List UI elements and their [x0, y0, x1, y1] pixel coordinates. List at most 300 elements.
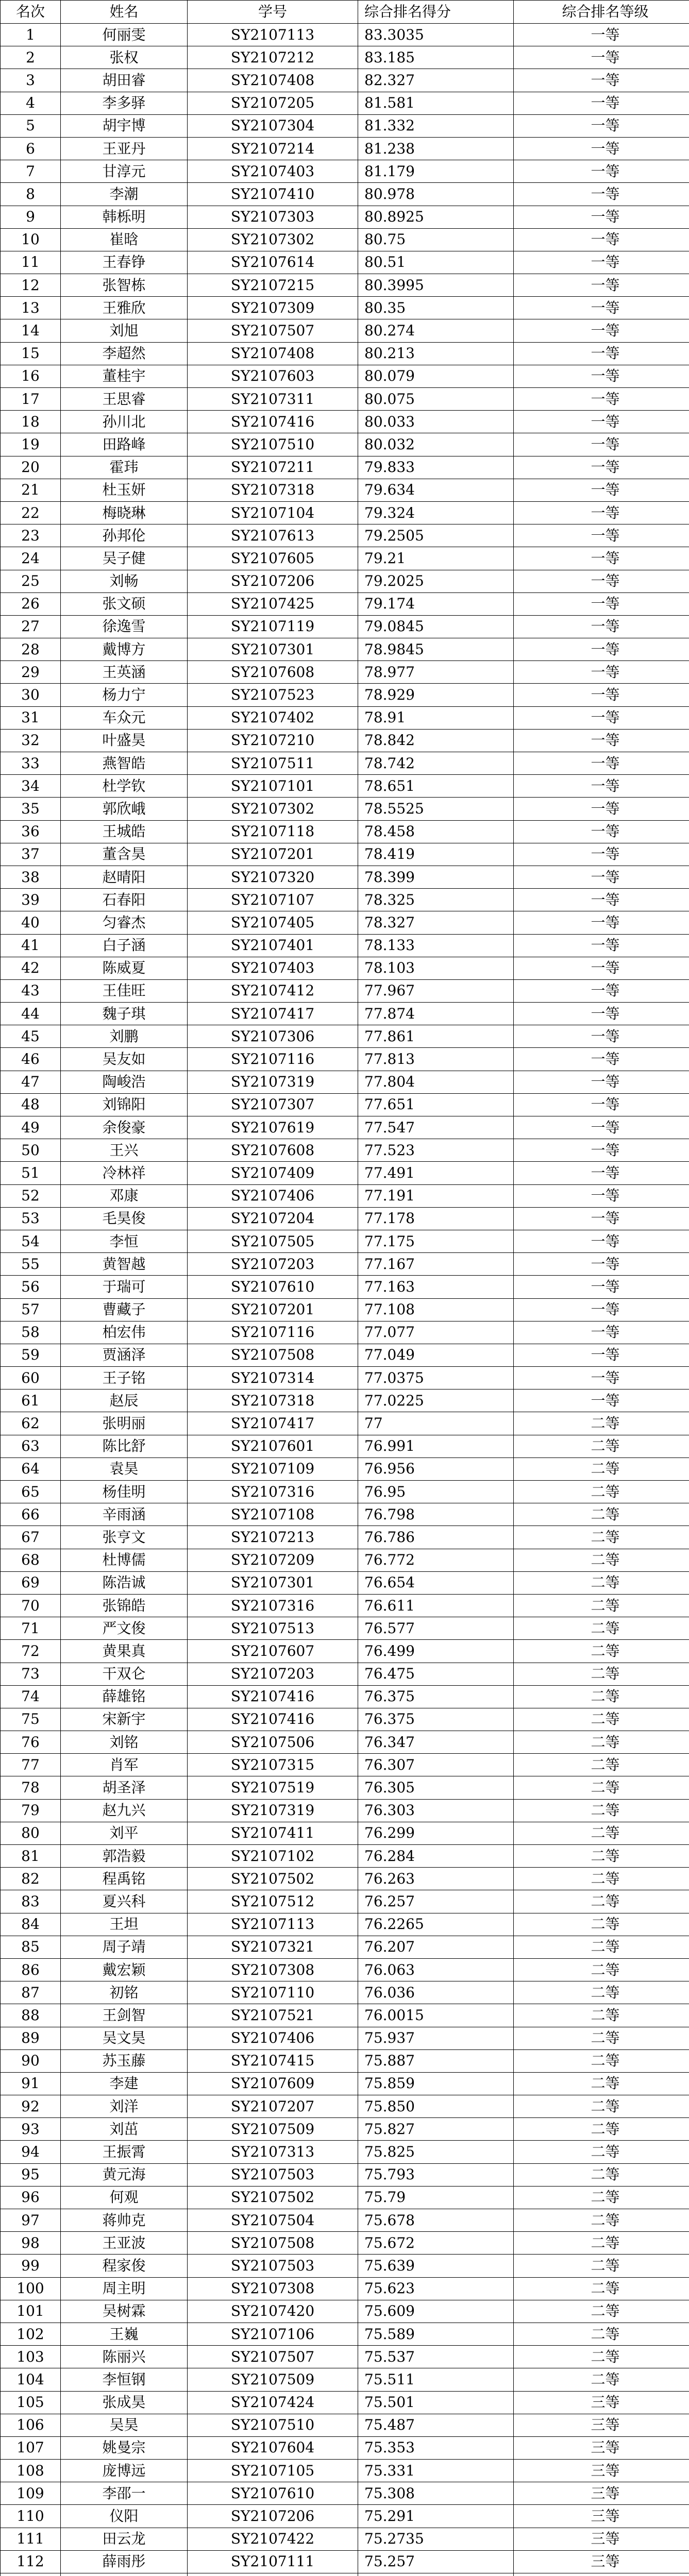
- name-cell: 王思睿: [61, 388, 188, 411]
- score-cell: 79.2025: [358, 570, 514, 592]
- name-cell: 冷林祥: [61, 1162, 188, 1184]
- student-id-cell: SY2107306: [188, 1025, 358, 1048]
- name-cell: 王子铭: [61, 1367, 188, 1389]
- table-row: [1, 1253, 689, 1276]
- rank-cell: 36: [1, 820, 61, 843]
- score-cell: 80.033: [358, 411, 514, 433]
- name-cell: 曹藏子: [61, 1298, 188, 1321]
- grade-cell: 二等: [514, 2232, 689, 2255]
- student-id-cell: SY2107110: [188, 1981, 358, 2004]
- student-id-cell: SY2107210: [188, 729, 358, 752]
- grade-cell: 一等: [514, 274, 689, 297]
- grade-cell: 二等: [514, 2323, 689, 2345]
- rank-cell: 91: [1, 2072, 61, 2095]
- score-cell: 76.207: [358, 1936, 514, 1958]
- table-row: [1, 2277, 689, 2300]
- rank-cell: 11: [1, 251, 61, 274]
- student-id-cell: SY2107417: [188, 1412, 358, 1435]
- grade-cell: 一等: [514, 570, 689, 592]
- table-row: [1, 1435, 689, 1458]
- rank-cell: 62: [1, 1412, 61, 1435]
- name-cell: 薛雨彤: [61, 2550, 188, 2573]
- rank-cell: 68: [1, 1549, 61, 1571]
- rank-cell: 94: [1, 2141, 61, 2163]
- table-row: [1, 69, 689, 92]
- student-id-cell: SY2107320: [188, 866, 358, 888]
- student-id-cell: SY2107504: [188, 2209, 358, 2232]
- student-id-cell: SY2107207: [188, 2095, 358, 2118]
- table-row: [1, 1594, 689, 1617]
- student-id-cell: SY2107510: [188, 433, 358, 456]
- grade-cell: 一等: [514, 1116, 689, 1139]
- grade-cell: 二等: [514, 1708, 689, 1731]
- name-cell: 邓康: [61, 1184, 188, 1207]
- grade-cell: 一等: [514, 1139, 689, 1162]
- rank-cell: 59: [1, 1344, 61, 1366]
- student-id-cell: SY2107119: [188, 615, 358, 638]
- score-cell: 76.95: [358, 1481, 514, 1503]
- student-id-cell: SY2107402: [188, 706, 358, 729]
- name-cell: 张锦皓: [61, 1594, 188, 1617]
- name-cell: 杜玉妍: [61, 479, 188, 501]
- rank-cell: 26: [1, 592, 61, 615]
- score-cell: 83.3035: [358, 24, 514, 46]
- grade-cell: 二等: [514, 2277, 689, 2300]
- name-cell: 孙邦伦: [61, 524, 188, 547]
- student-id-cell: SY2107609: [188, 2072, 358, 2095]
- table-row: [1, 752, 689, 775]
- table-row: [1, 1754, 689, 1776]
- table-row: [1, 137, 689, 160]
- name-cell: 黄智越: [61, 1253, 188, 1276]
- grade-cell: 一等: [514, 1344, 689, 1366]
- student-id-cell: SY2107206: [188, 2505, 358, 2528]
- table-row: [1, 775, 689, 798]
- table-row: [1, 388, 689, 411]
- score-cell: 78.651: [358, 775, 514, 798]
- score-cell: 80.213: [358, 342, 514, 365]
- table-row: [1, 114, 689, 137]
- rank-cell: 74: [1, 1685, 61, 1708]
- score-cell: 79.21: [358, 547, 514, 570]
- score-cell: 75.589: [358, 2323, 514, 2345]
- name-cell: 叶盛昊: [61, 729, 188, 752]
- rank-cell: 61: [1, 1389, 61, 1412]
- rank-cell: 88: [1, 2004, 61, 2027]
- name-cell: 庞博远: [61, 2460, 188, 2482]
- rank-cell: 98: [1, 2232, 61, 2255]
- score-cell: 77.191: [358, 1184, 514, 1207]
- name-cell: 梅晓琳: [61, 501, 188, 524]
- grade-cell: 一等: [514, 934, 689, 957]
- student-id-cell: SY2107118: [188, 820, 358, 843]
- score-cell: 77.077: [358, 1321, 514, 1344]
- grade-cell: 一等: [514, 1184, 689, 1207]
- score-cell: 83.185: [358, 46, 514, 69]
- score-cell: 77.175: [358, 1230, 514, 1252]
- name-cell: 魏子琪: [61, 1003, 188, 1025]
- rank-cell: 15: [1, 342, 61, 365]
- table-row: [1, 1481, 689, 1503]
- student-id-cell: SY2107203: [188, 1253, 358, 1276]
- student-id-cell: SY2107301: [188, 638, 358, 661]
- table-row: [1, 684, 689, 706]
- score-cell: 80.35: [358, 297, 514, 319]
- student-id-cell: SY2107201: [188, 1298, 358, 1321]
- name-cell: 王佳旺: [61, 979, 188, 1002]
- score-cell: 78.91: [358, 706, 514, 729]
- rank-cell: 22: [1, 501, 61, 524]
- grade-cell: 二等: [514, 2255, 689, 2277]
- score-cell: 76.263: [358, 1868, 514, 1890]
- student-id-cell: SY2107505: [188, 1230, 358, 1252]
- rank-cell: 108: [1, 2460, 61, 2482]
- rank-cell: 24: [1, 547, 61, 570]
- grade-cell: 二等: [514, 1458, 689, 1480]
- grade-cell: 一等: [514, 798, 689, 820]
- name-cell: 李超然: [61, 342, 188, 365]
- grade-cell: 一等: [514, 46, 689, 69]
- rank-cell: 40: [1, 911, 61, 934]
- score-cell: 79.2505: [358, 524, 514, 547]
- table-row: [1, 501, 689, 524]
- score-cell: 75.257: [358, 2550, 514, 2573]
- grade-cell: 二等: [514, 1640, 689, 1663]
- name-cell: 姚曼宗: [61, 2436, 188, 2459]
- rank-cell: 99: [1, 2255, 61, 2277]
- grade-cell: 一等: [514, 889, 689, 911]
- rank-cell: 41: [1, 934, 61, 957]
- name-cell: 匀睿杰: [61, 911, 188, 934]
- rank-cell: 30: [1, 684, 61, 706]
- score-cell: 75.308: [358, 2482, 514, 2505]
- student-id-cell: SY2107214: [188, 137, 358, 160]
- rank-cell: 47: [1, 1071, 61, 1093]
- grade-cell: 一等: [514, 843, 689, 866]
- grade-cell: 三等: [514, 2391, 689, 2414]
- name-cell: 吴树霖: [61, 2300, 188, 2323]
- name-cell: 刘铭: [61, 1731, 188, 1754]
- grade-cell: 一等: [514, 1025, 689, 1048]
- rank-cell: 16: [1, 365, 61, 387]
- grade-cell: 二等: [514, 1617, 689, 1640]
- name-cell: 刘洋: [61, 2095, 188, 2118]
- score-cell: 79.174: [358, 592, 514, 615]
- grade-cell: 一等: [514, 1321, 689, 1344]
- name-cell: 赵晴阳: [61, 866, 188, 888]
- grade-cell: 二等: [514, 1594, 689, 1617]
- rank-cell: 12: [1, 274, 61, 297]
- table-row: [1, 274, 689, 297]
- student-id-cell: SY2107315: [188, 1754, 358, 1776]
- score-cell: 77.0375: [358, 1367, 514, 1389]
- table-row: [1, 1276, 689, 1298]
- rank-cell: 106: [1, 2414, 61, 2436]
- student-id-cell: SY2107608: [188, 1139, 358, 1162]
- table-row: [1, 2460, 689, 2482]
- grade-cell: 一等: [514, 1298, 689, 1321]
- grade-cell: 二等: [514, 1845, 689, 1868]
- grade-cell: 二等: [514, 1663, 689, 1685]
- score-cell: 80.75: [358, 228, 514, 251]
- rank-cell: 34: [1, 775, 61, 798]
- grade-cell: 一等: [514, 297, 689, 319]
- student-id-cell: SY2107104: [188, 501, 358, 524]
- student-id-cell: SY2107403: [188, 160, 358, 183]
- name-cell: 燕智皓: [61, 752, 188, 775]
- rank-cell: 33: [1, 752, 61, 775]
- student-id-cell: SY2107307: [188, 1093, 358, 1116]
- score-cell: 76.798: [358, 1503, 514, 1526]
- table-row: [1, 1845, 689, 1868]
- student-id-cell: SY2107508: [188, 2232, 358, 2255]
- rank-cell: 112: [1, 2550, 61, 2573]
- score-cell: 76.577: [358, 1617, 514, 1640]
- score-cell: 76.257: [358, 1890, 514, 1913]
- student-id-cell: SY2107109: [188, 1458, 358, 1480]
- rank-cell: 51: [1, 1162, 61, 1184]
- student-id-cell: SY2107411: [188, 1822, 358, 1844]
- score-cell: 75.537: [358, 2346, 514, 2368]
- score-cell: 75.672: [358, 2232, 514, 2255]
- score-cell: 76.772: [358, 1549, 514, 1571]
- name-cell: 王剑智: [61, 2004, 188, 2027]
- name-cell: 张智栋: [61, 274, 188, 297]
- name-cell: 刘鹏: [61, 1025, 188, 1048]
- rank-cell: 32: [1, 729, 61, 752]
- rank-cell: 54: [1, 1230, 61, 1252]
- score-cell: 75.639: [358, 2255, 514, 2277]
- student-id-cell: SY2107106: [188, 2323, 358, 2345]
- student-id-cell: SY2107425: [188, 592, 358, 615]
- student-id-cell: SY2107102: [188, 1845, 358, 1868]
- grade-cell: 一等: [514, 775, 689, 798]
- name-cell: 戴宏颖: [61, 1958, 188, 1981]
- name-cell: 田路峰: [61, 433, 188, 456]
- score-cell: 75.353: [358, 2436, 514, 2459]
- grade-cell: 三等: [514, 2414, 689, 2436]
- rank-cell: 28: [1, 638, 61, 661]
- table-row: [1, 1207, 689, 1230]
- student-id-cell: SY2107406: [188, 1184, 358, 1207]
- student-id-cell: SY2107512: [188, 1890, 358, 1913]
- table-row: [1, 1025, 689, 1048]
- score-cell: 80.274: [358, 319, 514, 342]
- rank-cell: 83: [1, 1890, 61, 1913]
- grade-cell: 一等: [514, 524, 689, 547]
- name-cell: 李邵一: [61, 2482, 188, 2505]
- student-id-cell: SY2107203: [188, 1663, 358, 1685]
- table-row: [1, 92, 689, 114]
- name-cell: 刘锦阳: [61, 1093, 188, 1116]
- name-cell: 胡圣泽: [61, 1776, 188, 1799]
- table-row: [1, 1162, 689, 1184]
- table-row: [1, 1503, 689, 1526]
- table-row: [1, 1913, 689, 1936]
- score-cell: 78.5525: [358, 798, 514, 820]
- name-cell: 柏宏伟: [61, 1321, 188, 1344]
- table-row: [1, 729, 689, 752]
- grade-cell: 二等: [514, 1958, 689, 1981]
- rank-cell: 45: [1, 1025, 61, 1048]
- name-cell: 苏玉藤: [61, 2049, 188, 2072]
- grade-cell: 一等: [514, 1253, 689, 1276]
- grade-cell: 二等: [514, 1549, 689, 1571]
- score-cell: 78.399: [358, 866, 514, 888]
- grade-cell: 二等: [514, 2004, 689, 2027]
- grade-cell: 一等: [514, 92, 689, 114]
- student-id-cell: SY2107416: [188, 1685, 358, 1708]
- table-row: [1, 433, 689, 456]
- table-row: [1, 2186, 689, 2209]
- grade-cell: 二等: [514, 2368, 689, 2391]
- table-row: [1, 2505, 689, 2528]
- table-row: [1, 1184, 689, 1207]
- name-cell: 干双仑: [61, 1663, 188, 1685]
- score-cell: 75.887: [358, 2049, 514, 2072]
- student-id-cell: SY2107608: [188, 661, 358, 684]
- score-cell: 77.049: [358, 1344, 514, 1366]
- grade-cell: 二等: [514, 1936, 689, 1958]
- name-cell: 张明丽: [61, 1412, 188, 1435]
- student-id-cell: SY2107613: [188, 524, 358, 547]
- table-row: [1, 456, 689, 479]
- grade-cell: 二等: [514, 2209, 689, 2232]
- grade-cell: 一等: [514, 1071, 689, 1093]
- student-id-cell: SY2107506: [188, 1731, 358, 1754]
- student-id-cell: SY2107412: [188, 979, 358, 1002]
- grade-cell: 二等: [514, 2300, 689, 2323]
- rank-cell: 31: [1, 706, 61, 729]
- rank-cell: 60: [1, 1367, 61, 1389]
- student-id-cell: SY2107503: [188, 2255, 358, 2277]
- student-id-cell: SY2107510: [188, 2414, 358, 2436]
- score-cell: 76.375: [358, 1708, 514, 1731]
- table-row: [1, 2141, 689, 2163]
- name-cell: 李多驿: [61, 92, 188, 114]
- rank-cell: 1: [1, 24, 61, 46]
- table-row: [1, 2482, 689, 2505]
- rank-cell: 27: [1, 615, 61, 638]
- rank-cell: 3: [1, 69, 61, 92]
- score-cell: 81.581: [358, 92, 514, 114]
- grade-cell: 二等: [514, 1913, 689, 1936]
- rank-cell: 109: [1, 2482, 61, 2505]
- grade-cell: 一等: [514, 1230, 689, 1252]
- score-cell: 77.651: [358, 1093, 514, 1116]
- name-cell: 赵辰: [61, 1389, 188, 1412]
- student-id-cell: SY2107113: [188, 1913, 358, 1936]
- grade-cell: 一等: [514, 1003, 689, 1025]
- table-row: [1, 2300, 689, 2323]
- rank-cell: 76: [1, 1731, 61, 1754]
- name-cell: 余俊豪: [61, 1116, 188, 1139]
- name-cell: 李恒钢: [61, 2368, 188, 2391]
- student-id-cell: SY2107401: [188, 934, 358, 957]
- student-id-cell: SY2107416: [188, 1708, 358, 1731]
- grade-cell: 二等: [514, 1731, 689, 1754]
- score-cell: 80.075: [358, 388, 514, 411]
- grade-cell: 一等: [514, 752, 689, 775]
- rank-cell: 17: [1, 388, 61, 411]
- student-id-cell: SY2107209: [188, 1549, 358, 1571]
- rank-cell: 69: [1, 1571, 61, 1594]
- table-row: [1, 1389, 689, 1412]
- grade-cell: 二等: [514, 1754, 689, 1776]
- rank-cell: 75: [1, 1708, 61, 1731]
- score-cell: 78.325: [358, 889, 514, 911]
- grade-cell: 二等: [514, 1890, 689, 1913]
- name-cell: 杜博儒: [61, 1549, 188, 1571]
- name-cell: 杨力宁: [61, 684, 188, 706]
- grade-cell: 一等: [514, 479, 689, 501]
- student-id-cell: SY2107424: [188, 2391, 358, 2414]
- student-id-cell: SY2107302: [188, 228, 358, 251]
- grade-cell: 一等: [514, 615, 689, 638]
- name-cell: 程禹铭: [61, 1868, 188, 1890]
- rank-cell: 38: [1, 866, 61, 888]
- rank-cell: 4: [1, 92, 61, 114]
- name-cell: 刘旭: [61, 319, 188, 342]
- name-cell: 程家俊: [61, 2255, 188, 2277]
- table-row: [1, 843, 689, 866]
- table-row: [1, 911, 689, 934]
- name-cell: 张亨文: [61, 1526, 188, 1549]
- score-cell: 75.793: [358, 2163, 514, 2186]
- student-id-cell: SY2107213: [188, 1526, 358, 1549]
- score-cell: 76.2265: [358, 1913, 514, 1936]
- grade-cell: 一等: [514, 1276, 689, 1298]
- name-cell: 张成昊: [61, 2391, 188, 2414]
- name-cell: 黄元海: [61, 2163, 188, 2186]
- table-row: [1, 615, 689, 638]
- rank-cell: 48: [1, 1093, 61, 1116]
- grade-cell: 三等: [514, 2482, 689, 2505]
- score-cell: 75.937: [358, 2027, 514, 2049]
- name-cell: 赵九兴: [61, 1799, 188, 1822]
- grade-cell: 二等: [514, 2186, 689, 2209]
- student-id-cell: SY2107211: [188, 456, 358, 479]
- grade-cell: 二等: [514, 1868, 689, 1890]
- student-id-cell: SY2107304: [188, 114, 358, 137]
- student-id-cell: SY2107403: [188, 957, 358, 979]
- grade-cell: 一等: [514, 592, 689, 615]
- rank-cell: 93: [1, 2118, 61, 2141]
- name-cell: 周子靖: [61, 1936, 188, 1958]
- table-row: [1, 706, 689, 729]
- name-cell: 杜学钦: [61, 775, 188, 798]
- score-cell: 77.967: [358, 979, 514, 1002]
- grade-cell: 一等: [514, 661, 689, 684]
- rank-cell: 85: [1, 1936, 61, 1958]
- table-row: [1, 2255, 689, 2277]
- rank-cell: 43: [1, 979, 61, 1002]
- student-id-cell: SY2107311: [188, 388, 358, 411]
- rank-cell: 84: [1, 1913, 61, 1936]
- score-cell: 76.786: [358, 1526, 514, 1549]
- rank-cell: 14: [1, 319, 61, 342]
- name-cell: 董含昊: [61, 843, 188, 866]
- table-row: [1, 2209, 689, 2232]
- name-cell: 王亚波: [61, 2232, 188, 2255]
- score-cell: 77.167: [358, 1253, 514, 1276]
- table-row: [1, 183, 689, 206]
- table-row: [1, 1868, 689, 1890]
- student-id-cell: SY2107416: [188, 411, 358, 433]
- score-cell: [358, 2573, 514, 2576]
- rank-cell: 72: [1, 1640, 61, 1663]
- name-cell: 李建: [61, 2072, 188, 2095]
